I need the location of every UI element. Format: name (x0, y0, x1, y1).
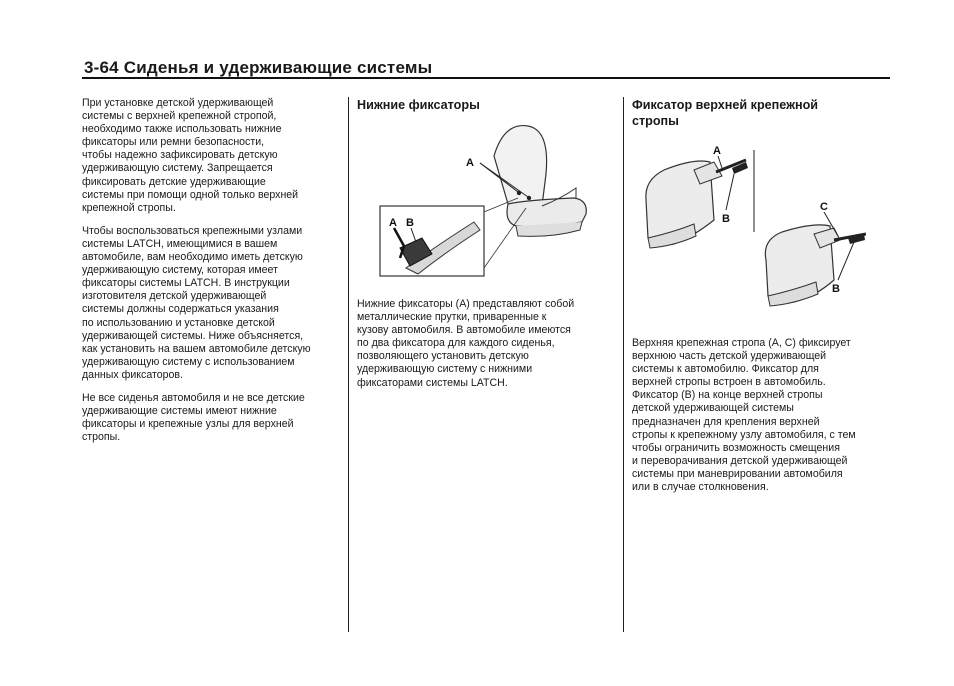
top-tether-description: Верхняя крепежная стропа (А, С) фиксирует верхнюю часть детской удерживающей системы к автомобилю. Фиксатор для верхней стропы встроен в автомобиль. Фиксатор (В) на конце верхней стропы детской удерживающей системы предназначен для крепления верхней стропы к крепежному узлу автомобиля, с тем чтобы ограничить возможность смещения и переворачивания детской удерживающей системы при маневрировании автомобиля или в случае столкновения. (632, 337, 856, 494)
inset-label-a: A (389, 217, 397, 229)
header-rule (82, 77, 890, 79)
paragraph-latch-usage: Чтобы воспользоваться крепежными узлами системы LATCH, имеющимися в вашем автомобиле, вам необходимо иметь детскую удерживающую систему, которая имеет фиксаторы системы LATCH. В инструкции изготовителя детской удерживающей системы должны содержаться указания по использованию и установке детской удерживающей системы. Ниже объясняется, как установить на вашем автомобиле детскую удерживающую систему с использованием данных фиксаторов. (82, 224, 311, 381)
seat-cushion-shape (507, 198, 586, 227)
column-3-text (632, 337, 890, 504)
column-2-text (357, 298, 607, 400)
column-divider-1 (348, 97, 349, 632)
lower-anchors-heading: Нижние фиксаторы (357, 98, 480, 112)
lower-anchors-label-a: A (466, 157, 474, 169)
column-3 (632, 97, 890, 129)
column-divider-2 (623, 97, 624, 632)
page-title: 3-64 Сиденья и удерживающие системы (84, 58, 433, 77)
paragraph-availability-note: Не все сиденья автомобиля и не все детские удерживающие системы имеют нижние фиксаторы и крепежные узлы для верхней стропы. (82, 391, 305, 444)
top-tether-label-b-right: B (832, 283, 840, 295)
top-tether-figure (634, 140, 866, 320)
inset-label-b: B (406, 217, 414, 229)
top-tether-label-c: C (820, 201, 828, 213)
top-tether-label-b-left: B (722, 213, 730, 225)
page-header (82, 58, 890, 80)
column-2 (357, 97, 607, 113)
top-tether-label-a: A (713, 145, 721, 157)
column-1 (82, 97, 337, 454)
lower-anchors-description: Нижние фиксаторы (А) представляют собой металлические прутки, приваренные к кузову автомобиля. В автомобиле имеются по два фиксатора для каждого сиденья, позволяющего установить детскую удерживающую систему с нижними фиксаторами системы LATCH. (357, 298, 575, 389)
top-tether-heading: Фиксатор верхней крепежной стропы (632, 98, 819, 128)
paragraph-tether-requirement: При установке детской удерживающей системы с верхней крепежной стропой, необходимо также использовать нижние фиксаторы или ремни безопасности, чтобы надежно зафиксировать детскую удерживающую систему. Запрещается фиксировать детские удерживающие системы при помощи одной только верхней крепежной стропы. (82, 97, 299, 214)
lower-anchors-figure (376, 118, 608, 284)
